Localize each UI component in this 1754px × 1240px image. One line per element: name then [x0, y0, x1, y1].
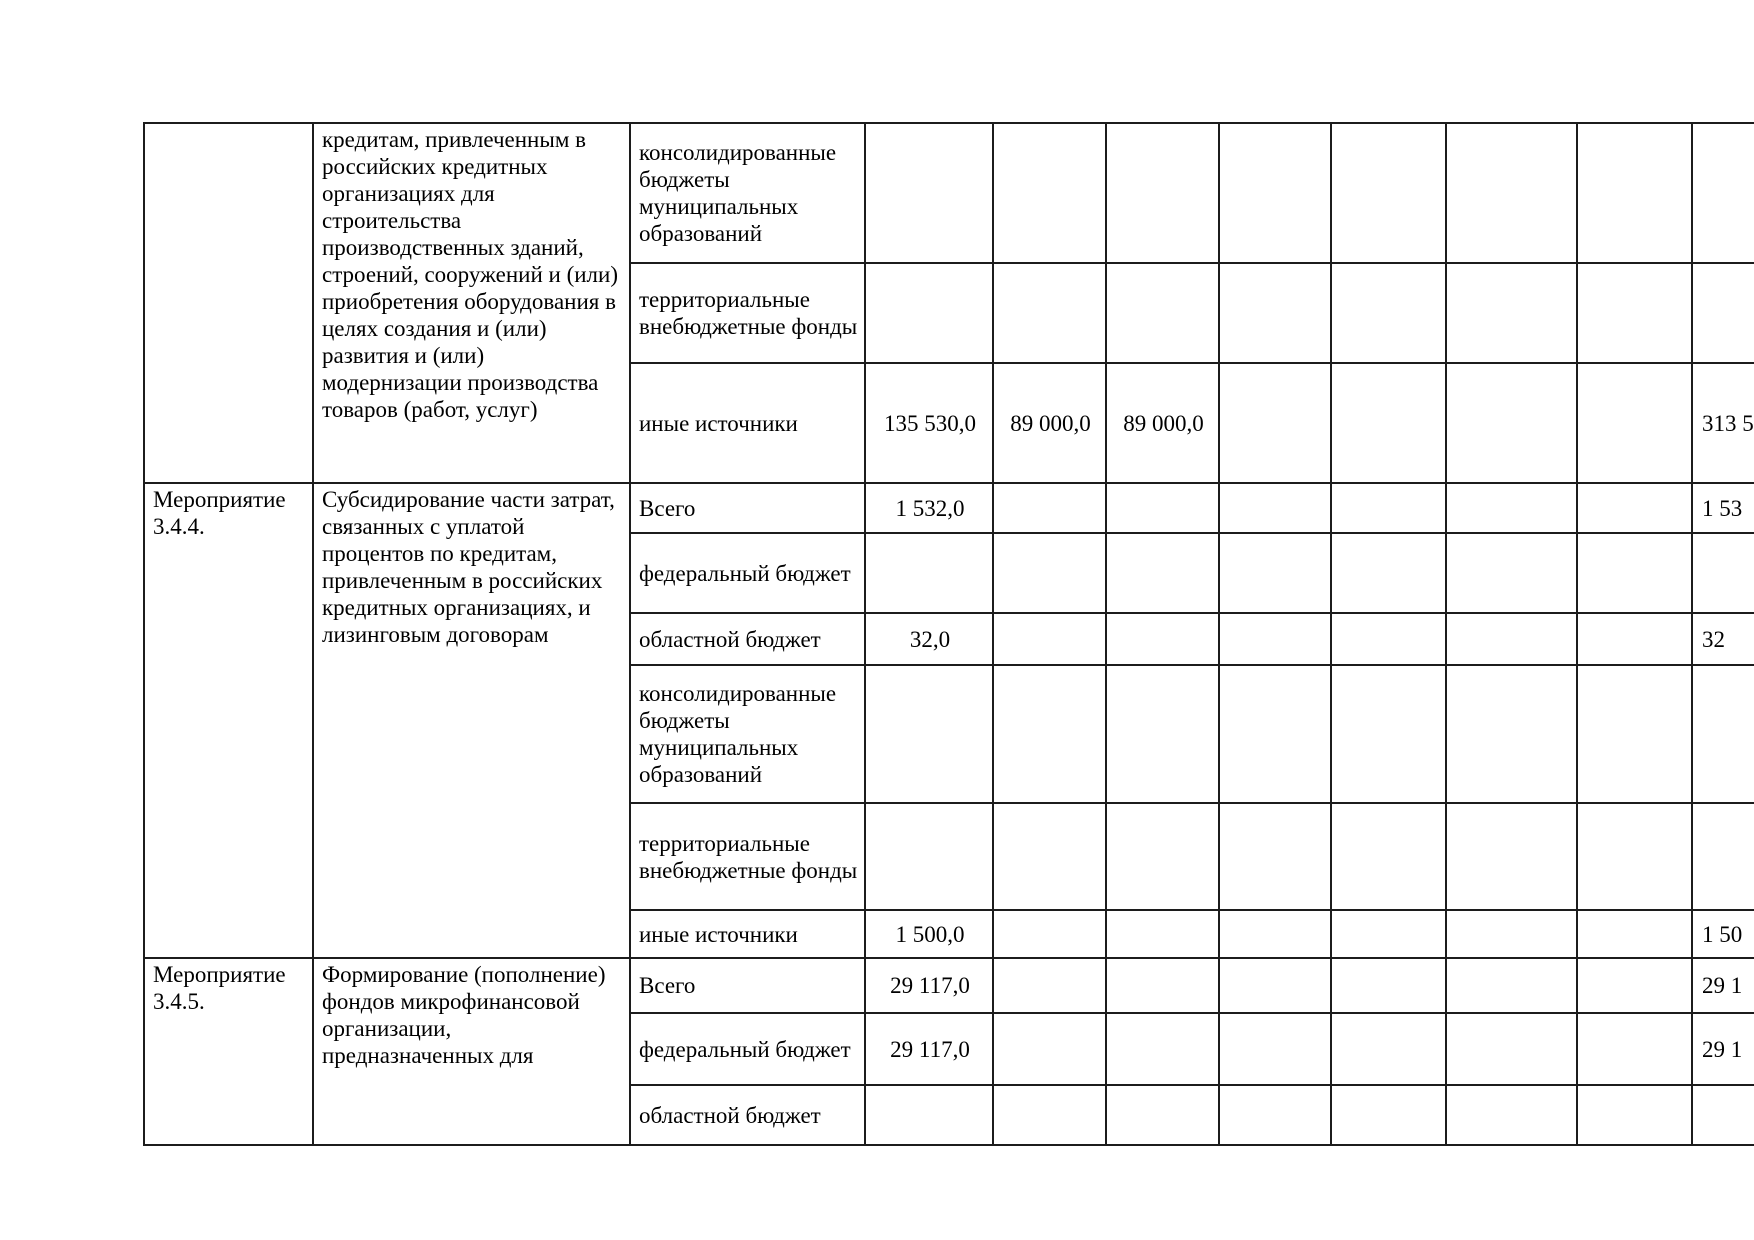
amount-cell: [1577, 363, 1692, 483]
amount-cell: [1331, 533, 1446, 613]
amount-cell: 29 1: [1692, 1013, 1754, 1085]
funding-source-cell: федеральный бюджет: [630, 1013, 865, 1085]
amount-cell: [1577, 123, 1692, 263]
amount-cell: [1577, 533, 1692, 613]
amount-cell: [865, 665, 993, 803]
amount-cell: [1219, 263, 1331, 363]
activity-cell: [144, 123, 313, 483]
amount-cell: [865, 263, 993, 363]
funding-source-cell: Всего: [630, 958, 865, 1013]
activity-cell: Мероприятие 3.4.4.: [144, 483, 313, 958]
amount-cell: 32,0: [865, 613, 993, 665]
amount-cell: [1446, 533, 1577, 613]
amount-cell: [1577, 803, 1692, 910]
amount-cell: [1331, 363, 1446, 483]
amount-cell: [1331, 665, 1446, 803]
amount-cell: 1 500,0: [865, 910, 993, 958]
funding-source-cell: областной бюджет: [630, 1085, 865, 1145]
table-row: [144, 483, 1754, 533]
amount-cell: [1577, 1013, 1692, 1085]
amount-cell: [865, 1085, 993, 1145]
amount-cell: [993, 263, 1106, 363]
amount-cell: [1219, 910, 1331, 958]
amount-cell: [1106, 483, 1219, 533]
amount-cell: [1106, 665, 1219, 803]
amount-cell: [993, 958, 1106, 1013]
amount-cell: [1692, 665, 1754, 803]
activity-cell: Мероприятие 3.4.5.: [144, 958, 313, 1145]
amount-cell: [1692, 263, 1754, 363]
amount-cell: [1331, 263, 1446, 363]
amount-cell: [1106, 263, 1219, 363]
description-cell: Субсидирование части затрат, связанных с уплатой процентов по кредитам, привлеченным в российских кредитных организациях, и лизинговым договорам: [313, 483, 630, 958]
amount-cell: [1577, 1085, 1692, 1145]
description-cell: Формирование (пополнение) фондов микрофинансовой организации, предназначенных для: [313, 958, 630, 1145]
amount-cell: 32: [1692, 613, 1754, 665]
amount-cell: [1219, 1085, 1331, 1145]
amount-cell: [1692, 803, 1754, 910]
amount-cell: [1106, 613, 1219, 665]
amount-cell: [1577, 613, 1692, 665]
amount-cell: [1219, 613, 1331, 665]
amount-cell: [1219, 958, 1331, 1013]
amount-cell: 29 117,0: [865, 958, 993, 1013]
amount-cell: [993, 665, 1106, 803]
amount-cell: [1577, 263, 1692, 363]
amount-cell: 29 117,0: [865, 1013, 993, 1085]
amount-cell: [993, 1085, 1106, 1145]
amount-cell: [1331, 803, 1446, 910]
budget-table: [143, 122, 1754, 1146]
funding-source-cell: консолидированные бюджеты муниципальных образований: [630, 123, 865, 263]
amount-cell: [1219, 123, 1331, 263]
amount-cell: 1 532,0: [865, 483, 993, 533]
amount-cell: [1106, 123, 1219, 263]
amount-cell: [1692, 1085, 1754, 1145]
amount-cell: [865, 123, 993, 263]
amount-cell: [993, 910, 1106, 958]
amount-cell: 89 000,0: [1106, 363, 1219, 483]
amount-cell: [1219, 483, 1331, 533]
amount-cell: [1692, 123, 1754, 263]
amount-cell: [1446, 1085, 1577, 1145]
description-cell: кредитам, привлеченным в российских кредитных организациях для строительства производственных зданий, строений, сооружений и (или) приобретения оборудования в целях создания и (или) развития и (или) модернизации производства товаров (работ, услуг): [313, 123, 630, 483]
amount-cell: [1446, 910, 1577, 958]
funding-source-cell: территориальные внебюджетные фонды: [630, 803, 865, 910]
amount-cell: [993, 613, 1106, 665]
amount-cell: [1106, 1013, 1219, 1085]
amount-cell: [1106, 533, 1219, 613]
amount-cell: [1106, 958, 1219, 1013]
amount-cell: 1 50: [1692, 910, 1754, 958]
funding-source-cell: областной бюджет: [630, 613, 865, 665]
funding-source-cell: федеральный бюджет: [630, 533, 865, 613]
table-row: [144, 958, 1754, 1013]
amount-cell: [1446, 483, 1577, 533]
amount-cell: [1219, 533, 1331, 613]
amount-cell: 1 53: [1692, 483, 1754, 533]
amount-cell: [1577, 665, 1692, 803]
amount-cell: [1446, 263, 1577, 363]
amount-cell: [1446, 613, 1577, 665]
budget-table-body: [144, 123, 1754, 1145]
amount-cell: [1331, 123, 1446, 263]
amount-cell: [1446, 803, 1577, 910]
amount-cell: [1577, 910, 1692, 958]
amount-cell: [1446, 123, 1577, 263]
amount-cell: [1219, 803, 1331, 910]
amount-cell: [993, 1013, 1106, 1085]
amount-cell: [1106, 910, 1219, 958]
funding-source-cell: Всего: [630, 483, 865, 533]
amount-cell: [1331, 1013, 1446, 1085]
amount-cell: [1106, 803, 1219, 910]
amount-cell: [1446, 1013, 1577, 1085]
amount-cell: 313 5: [1692, 363, 1754, 483]
funding-source-cell: территориальные внебюджетные фонды: [630, 263, 865, 363]
amount-cell: [1692, 533, 1754, 613]
table-row: [144, 123, 1754, 263]
amount-cell: [1331, 958, 1446, 1013]
amount-cell: [1219, 1013, 1331, 1085]
amount-cell: [1577, 958, 1692, 1013]
amount-cell: [865, 533, 993, 613]
amount-cell: 29 1: [1692, 958, 1754, 1013]
amount-cell: [1331, 910, 1446, 958]
amount-cell: [993, 483, 1106, 533]
amount-cell: [993, 803, 1106, 910]
amount-cell: [1577, 483, 1692, 533]
amount-cell: [1219, 363, 1331, 483]
amount-cell: [1446, 363, 1577, 483]
amount-cell: [1331, 613, 1446, 665]
amount-cell: 135 530,0: [865, 363, 993, 483]
amount-cell: [1219, 665, 1331, 803]
amount-cell: 89 000,0: [993, 363, 1106, 483]
amount-cell: [1446, 665, 1577, 803]
funding-source-cell: консолидированные бюджеты муниципальных образований: [630, 665, 865, 803]
amount-cell: [993, 533, 1106, 613]
amount-cell: [1331, 483, 1446, 533]
amount-cell: [1331, 1085, 1446, 1145]
amount-cell: [993, 123, 1106, 263]
amount-cell: [1446, 958, 1577, 1013]
funding-source-cell: иные источники: [630, 910, 865, 958]
funding-source-cell: иные источники: [630, 363, 865, 483]
amount-cell: [1106, 1085, 1219, 1145]
amount-cell: [865, 803, 993, 910]
